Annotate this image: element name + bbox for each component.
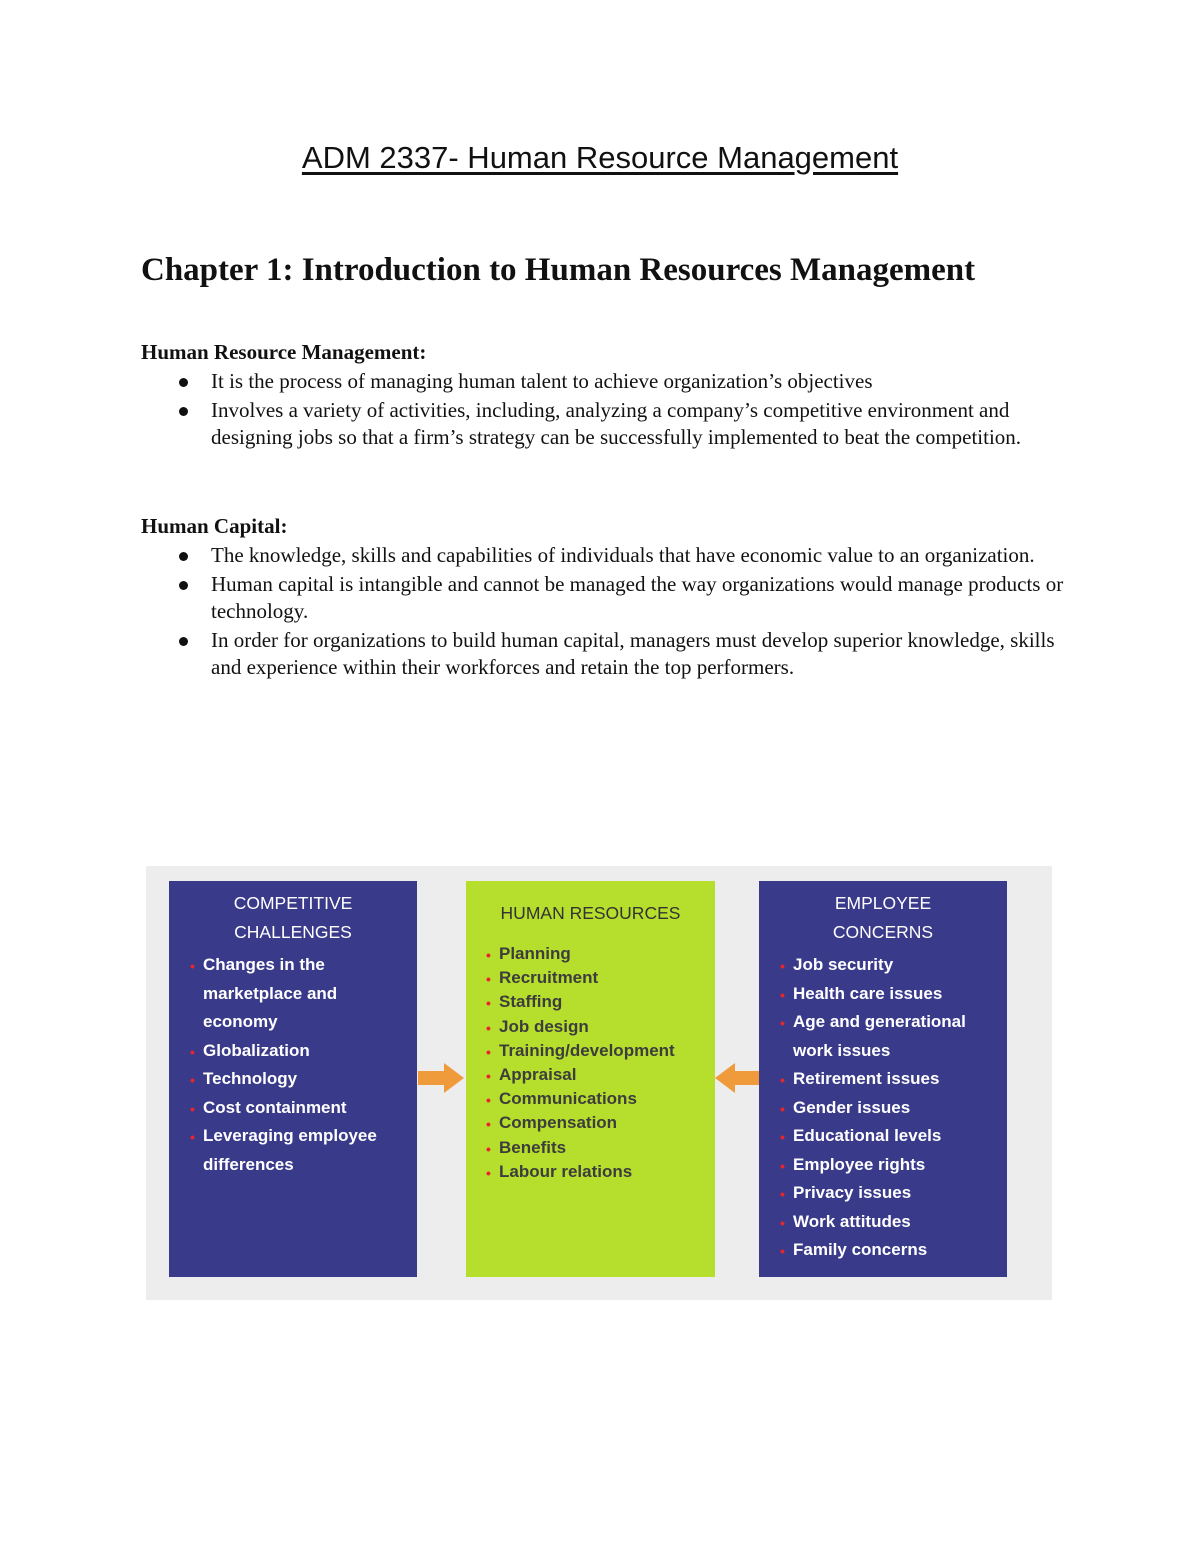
list-item — [466, 942, 715, 966]
list-item-text: Gender issues — [793, 1097, 911, 1117]
hr-activities-list — [466, 942, 715, 1184]
panel-title-line: CHALLENGES — [234, 922, 352, 942]
list-item-text: Changes in the marketplace and economy — [203, 955, 338, 1031]
bullet-icon: • — [486, 995, 491, 1012]
list-item-text: Age and generational work issues — [793, 1012, 966, 1060]
employee-concerns-panel — [759, 881, 1007, 1277]
list-item-text: Educational levels — [793, 1126, 942, 1145]
list-item — [141, 368, 1071, 396]
list-item-text: Technology — [203, 1069, 298, 1088]
bullet-icon: • — [190, 1100, 195, 1117]
list-item-text: It is the process of managing human talent to achieve organization’s objectives — [211, 369, 873, 393]
arrow-left-icon — [715, 1063, 735, 1093]
list-item-text: In order for organizations to build human capital, managers must develop superior knowledge, skills and experience within their workforces and retain the top performers. — [211, 627, 1055, 679]
list-item — [759, 1208, 1007, 1237]
bullet-icon: • — [780, 1243, 785, 1259]
bullet-icon: • — [780, 1214, 785, 1231]
human-resources-panel — [466, 881, 715, 1277]
panel-title — [759, 889, 1007, 947]
arrow-right-icon — [444, 1063, 464, 1093]
list-item — [169, 1122, 417, 1179]
list-item — [759, 951, 1007, 980]
list-item — [141, 571, 1071, 626]
list-item — [759, 1122, 1007, 1151]
challenges-list — [169, 951, 417, 1179]
list-item — [466, 1111, 715, 1135]
bullet-icon: • — [780, 986, 785, 1003]
list-item-text: Job security — [793, 955, 894, 974]
bullet-icon: • — [486, 1019, 491, 1036]
bullet-icon: • — [780, 1072, 785, 1088]
bullet-icon: • — [780, 1015, 785, 1031]
bullet-icon: • — [780, 958, 785, 974]
section-hrm — [141, 340, 1071, 453]
bullet-icon — [179, 378, 188, 387]
list-item — [759, 1179, 1007, 1208]
list-item — [759, 1236, 1007, 1265]
panel-title — [169, 889, 417, 947]
panel-title-line: EMPLOYEE — [834, 893, 932, 913]
bullet-icon: • — [486, 1043, 491, 1060]
list-item-text: Health care issues — [793, 983, 943, 1003]
bullet-icon: • — [780, 1129, 785, 1145]
list-item-text: Compensation — [499, 1113, 618, 1133]
list-item-text: Communications — [499, 1089, 637, 1109]
list-item-text: Benefits — [499, 1137, 567, 1157]
list-item — [466, 966, 715, 990]
list-item-text: Retirement issues — [793, 1069, 940, 1088]
chapter-heading: Chapter 1: Introduction to Human Resources Management — [141, 252, 976, 288]
concerns-list — [759, 951, 1007, 1265]
document-title: ADM 2337- Human Resource Management — [301, 140, 899, 175]
list-item-text: Work attitudes — [793, 1211, 911, 1231]
arrow-left-icon-shaft — [734, 1071, 760, 1085]
bullet-icon: • — [190, 1129, 195, 1145]
list-item-text: Privacy issues — [793, 1183, 912, 1202]
bullet-icon: • — [486, 971, 491, 988]
bullet-icon: • — [780, 1186, 785, 1202]
panel-title: HUMAN RESOURCES — [500, 903, 681, 923]
list-item-text: Staffing — [499, 992, 563, 1012]
list-item-text: Job design — [499, 1016, 589, 1036]
hr-framework-figure — [146, 866, 1052, 1300]
bullet-icon: • — [486, 1164, 491, 1181]
bullet-list — [141, 542, 1071, 682]
bullet-icon: • — [190, 1043, 195, 1060]
bullet-icon: • — [486, 1116, 491, 1133]
list-item — [466, 990, 715, 1014]
list-item — [141, 397, 1071, 452]
list-item — [466, 1136, 715, 1160]
list-item-text: Training/development — [499, 1040, 675, 1060]
list-item — [759, 1065, 1007, 1094]
list-item-text: The knowledge, skills and capabilities of individuals that have economic value to an organization. — [211, 543, 1035, 567]
list-item — [466, 1015, 715, 1039]
section-heading: Human Resource Management: — [141, 340, 427, 364]
bullet-icon — [179, 552, 188, 561]
bullet-icon — [179, 637, 188, 646]
list-item-text: Labour relations — [499, 1161, 633, 1181]
bullet-icon: • — [780, 1100, 785, 1117]
bullet-icon: • — [486, 1068, 491, 1085]
list-item-text: Planning — [499, 944, 571, 963]
list-item-text: Globalization — [203, 1040, 310, 1060]
list-item-text: Human capital is intangible and cannot be managed the way organizations would manage products or technology. — [211, 571, 1064, 623]
bullet-list — [141, 368, 1071, 452]
list-item — [169, 1094, 417, 1123]
list-item — [759, 1151, 1007, 1180]
panel-title-line: CONCERNS — [832, 922, 934, 942]
section-human-capital — [141, 514, 1071, 683]
panel-title-line: COMPETITIVE — [233, 893, 353, 913]
bullet-icon: • — [190, 1072, 195, 1088]
bullet-icon: • — [486, 947, 491, 963]
list-item — [466, 1160, 715, 1184]
list-item-text: Involves a variety of activities, including, analyzing a company’s competitive environment and designing jobs so that a firm’s strategy can be successfully implemented to beat the competition. — [211, 397, 1022, 449]
list-item-text: Appraisal — [499, 1065, 577, 1085]
bullet-icon: • — [486, 1140, 491, 1157]
list-item-text: Leveraging employee differences — [203, 1126, 377, 1174]
list-item-text: Recruitment — [499, 968, 599, 988]
list-item — [141, 542, 1071, 570]
competitive-challenges-panel — [169, 881, 417, 1277]
bullet-icon: • — [780, 1157, 785, 1174]
list-item-text: Employee rights — [793, 1154, 926, 1174]
section-heading: Human Capital: — [141, 514, 288, 538]
list-item — [466, 1087, 715, 1111]
bullet-icon — [179, 407, 188, 416]
bullet-icon: • — [486, 1092, 491, 1109]
list-item — [759, 980, 1007, 1009]
list-item — [466, 1063, 715, 1087]
list-item — [141, 627, 1071, 682]
list-item — [169, 1037, 417, 1066]
bullet-icon — [179, 581, 188, 590]
list-item-text: Family concerns — [793, 1240, 928, 1259]
list-item — [759, 1094, 1007, 1123]
list-item — [466, 1039, 715, 1063]
bullet-icon: • — [190, 958, 195, 974]
list-item — [169, 951, 417, 1037]
list-item — [759, 1008, 1007, 1065]
list-item-text: Cost containment — [203, 1097, 347, 1117]
list-item — [169, 1065, 417, 1094]
arrow-right-icon-shaft — [418, 1071, 445, 1085]
